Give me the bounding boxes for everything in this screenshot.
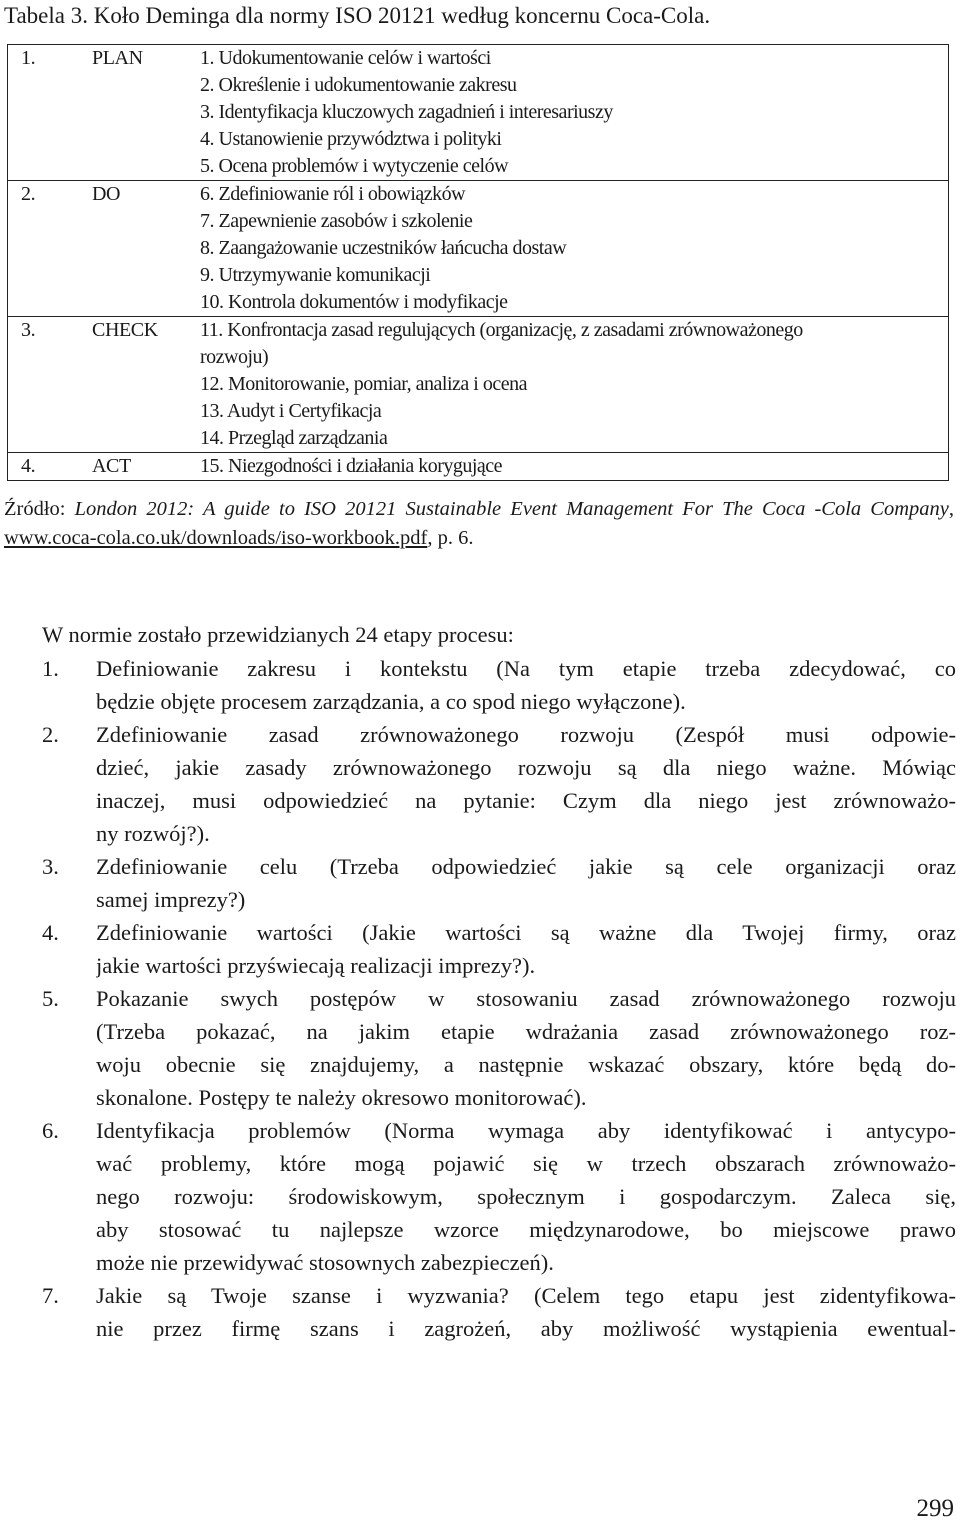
phase-name: ACT — [92, 455, 131, 477]
phase-step: rozwoju) — [200, 346, 269, 368]
phase-name: DO — [92, 183, 121, 205]
list-item-text-line: Pokazanie swych postępów w stosowaniu zasad zrównoważonego rozwoju — [96, 986, 956, 1011]
phase-step: 14. Przegląd zarządzania — [200, 427, 388, 449]
pdca-table — [7, 44, 949, 481]
phase-step: 5. Ocena problemów i wytyczenie celów — [200, 155, 509, 177]
list-item — [0, 652, 960, 718]
table-row — [8, 181, 948, 317]
page-number: 299 — [916, 1495, 954, 1522]
phase-steps — [8, 453, 948, 480]
list-item — [0, 982, 960, 1114]
list-item-number: 2. — [42, 722, 59, 747]
phase-step: 8. Zaangażowanie uczestników łańcucha dostaw — [200, 237, 567, 259]
phase-name: PLAN — [92, 47, 143, 69]
source-note — [4, 495, 954, 553]
list-item-text-line: (Trzeba pokazać, na jakim etapie wdrażania zasad zrównoważonego roz- — [96, 1019, 956, 1044]
list-item-text-line: dzieć, jakie zasady zrównoważonego rozwoju są dla niego ważne. Mówiąc — [96, 755, 956, 780]
phase-step: 1. Udokumentowanie celów i wartości — [200, 47, 491, 69]
phase-number: 2. — [21, 183, 36, 205]
list-item-number: 4. — [42, 920, 59, 945]
phase-number: 4. — [21, 455, 36, 477]
table-row — [8, 317, 948, 453]
phase-step: 13. Audyt i Certyfikacja — [200, 400, 382, 422]
source-title: London 2012: A guide to ISO 20121 Sustainable Event Management For The Coca -Cola Company — [74, 498, 949, 520]
list-item-text-line: Zdefiniowanie wartości (Jakie wartości są ważne dla Twojej firmy, oraz — [96, 920, 956, 945]
source-prefix: Źródło: — [4, 498, 75, 520]
list-item-number: 7. — [42, 1283, 59, 1308]
list-item-text-line: ny rozwój?). — [96, 821, 210, 846]
list-item-number: 5. — [42, 986, 59, 1011]
phase-step: 4. Ustanowienie przywództwa i polityki — [200, 128, 502, 150]
phase-number: 3. — [21, 319, 36, 341]
list-item-text-line: inaczej, musi odpowiedzieć na pytanie: Czym dla niego jest zrównoważo- — [96, 788, 956, 813]
phase-step: 2. Określenie i udokumentowanie zakresu — [200, 74, 517, 96]
list-item-number: 1. — [42, 656, 59, 681]
list-item-text-line: Identyfikacja problemów (Norma wymaga aby identyfikować i antycypo- — [96, 1118, 956, 1143]
list-item-text-line: aby stosować tu najlepsze wzorce międzynarodowe, bo miejscowe prawo — [96, 1217, 956, 1242]
list-item-text-line: Definiowanie zakresu i kontekstu (Na tym etapie trzeba zdecydować, co — [96, 656, 956, 681]
list-item — [0, 1279, 960, 1345]
list-item-text-line: Zdefiniowanie celu (Trzeba odpowiedzieć jakie są cele organizacji oraz — [96, 854, 956, 879]
list-item — [0, 916, 960, 982]
list-item-number: 3. — [42, 854, 59, 879]
list-item-text-line: woju obecnie się znajdujemy, a następnie wskazać obszary, które będą do- — [96, 1052, 956, 1077]
list-item-text-line: jakie wartości przyświecają realizacji imprezy?). — [96, 953, 536, 978]
phase-steps — [8, 181, 948, 316]
list-item — [0, 850, 960, 916]
list-item-text-line: Jakie są Twoje szanse i wyzwania? (Celem tego etapu jest zidentyfikowa- — [96, 1283, 956, 1308]
list-item — [0, 718, 960, 850]
list-item-text-line: będzie objęte procesem zarządzania, a co spod niego wyłączone). — [96, 689, 686, 714]
list-item-number: 6. — [42, 1118, 59, 1143]
phase-step: 6. Zdefiniowanie ról i obowiązków — [200, 183, 466, 205]
phase-step: 15. Niezgodności i działania korygujące — [200, 455, 503, 477]
process-steps-list — [0, 652, 960, 1345]
intro-sentence: W normie zostało przewidzianych 24 etapy procesu: — [42, 622, 514, 647]
list-item-text-line: nie przez firmę szans i zagrożeń, aby możliwość wystąpienia ewentual- — [96, 1316, 956, 1341]
source-suffix: , p. 6. — [427, 527, 474, 549]
table-row — [8, 453, 948, 480]
list-item-text-line: nego rozwoju: środowiskowym, społecznym i gospodarczym. Zaleca się, — [96, 1184, 956, 1209]
phase-name: CHECK — [92, 319, 158, 341]
phase-step: 12. Monitorowanie, pomiar, analiza i ocena — [200, 373, 527, 395]
source-separator: , — [948, 498, 954, 520]
phase-step: 9. Utrzymywanie komunikacji — [200, 264, 431, 286]
phase-number: 1. — [21, 47, 36, 69]
list-item-text-line: skonalone. Postępy te należy okresowo monitorować). — [96, 1085, 587, 1110]
phase-step: 7. Zapewnienie zasobów i szkolenie — [200, 210, 473, 232]
phase-step: 10. Kontrola dokumentów i modyfikacje — [200, 291, 508, 313]
phase-step: 3. Identyfikacja kluczowych zagadnień i interesariuszy — [200, 101, 613, 123]
phase-steps — [8, 45, 948, 180]
phase-step: 11. Konfrontacja zasad regulujących (organizację, z zasadami zrównoważonego — [200, 319, 803, 341]
list-item-text-line: wać problemy, które mogą pojawić się w trzech obszarach zrównoważo- — [96, 1151, 956, 1176]
list-item-text-line: samej imprezy?) — [96, 887, 246, 912]
list-item-text-line: może nie przewidywać stosownych zabezpieczeń). — [96, 1250, 554, 1275]
list-item — [0, 1114, 960, 1279]
list-item-text-line: Zdefiniowanie zasad zrównoważonego rozwoju (Zespół musi odpowie- — [96, 722, 956, 747]
table-caption: Tabela 3. Koło Deminga dla normy ISO 20121 według koncernu Coca-Cola. — [4, 3, 711, 28]
table-row — [8, 45, 948, 181]
source-link[interactable]: www.coca-cola.co.uk/downloads/iso-workbook.pdf — [4, 527, 428, 549]
